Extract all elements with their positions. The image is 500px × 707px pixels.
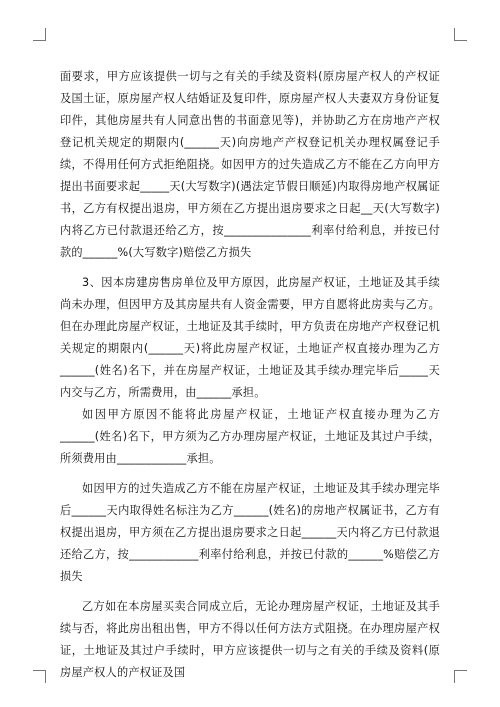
paragraph-continuation: 面要求，甲方应该提供一切与之有关的手续及资料(原房屋产权人的产权证及国土证，原房屋产权人结婚证及复印件，原房屋产权人夫妻双方身份证复印件，其他房屋共有人同意出售的书面意见等)，并协助乙方在房地产产权登记机关规定的期限内(______天)向房地产产权登记机关办理权属登记手续，不得用任何方式拒绝阻挠。如因甲方的过失造成乙方不能在乙方向甲方提出书面要求起_____天(大写数字)(遇法定节假日顺延)内取得房地产权属证书，乙方有权提出退房，甲方须在乙方提出退房要求之日起__天(大写数字)内将乙方已付款退还给乙方，按_______________利率付给利息，并按已付款的______%(大写数字)赔偿乙方损失 [60, 70, 440, 259]
paragraph-seller-fault-naming: 如因甲方原因不能将此房屋产权证，土地证产权直接办理为乙方______(姓名)名下，甲方须为乙方办理房屋产权证，土地证及其过户手续，所须费用由____________承担。 [60, 408, 440, 465]
page-corner-mark-bottom-left [33, 670, 46, 683]
paragraph-seller-fault-refund: 如因甲方的过失造成乙方不能在房屋产权证，土地证及其手续办理完毕后______天内取得姓名标注为乙方______(姓名)的房地产权属证书，乙方有权提出退房，甲方须在乙方提出退房要求之日起______天内将乙方已付款退还给乙方，按____________利率付给利息，并按已付款的______%赔偿乙方损失 [60, 482, 440, 583]
document-body [60, 66, 440, 684]
page-corner-mark-top-left [33, 28, 46, 41]
paragraph-clause-3: 3、因本房建房售房单位及甲方原因，此房屋产权证，土地证及其手续尚未办理，但因甲方及其房屋共有人资金需要，甲方自愿将此房卖与乙方。但在办理此房屋产权证，土地证及其手续时，甲方负责在房地产产权登记机关规定的期限内(______天)将此房屋产权证，土地证产权直接办理为乙方______(姓名)名下，并在房屋产权证，土地证及其手续办理完毕后_____天内交与乙方，所需费用，由______承担。 [60, 276, 440, 399]
page-corner-mark-top-right [454, 28, 467, 41]
page-corner-mark-bottom-right [454, 670, 467, 683]
paragraph-buyer-rights: 乙方如在本房屋买卖合同成立后，无论办理房屋产权证，土地证及其手续与否，将此房出租出售，甲方不得以任何方法方式阻挠。在办理房屋产权证，土地证及其过户手续时，甲方应该提供一切与之有关的手续及资料(原房屋产权人的产权证及国 [60, 600, 440, 679]
